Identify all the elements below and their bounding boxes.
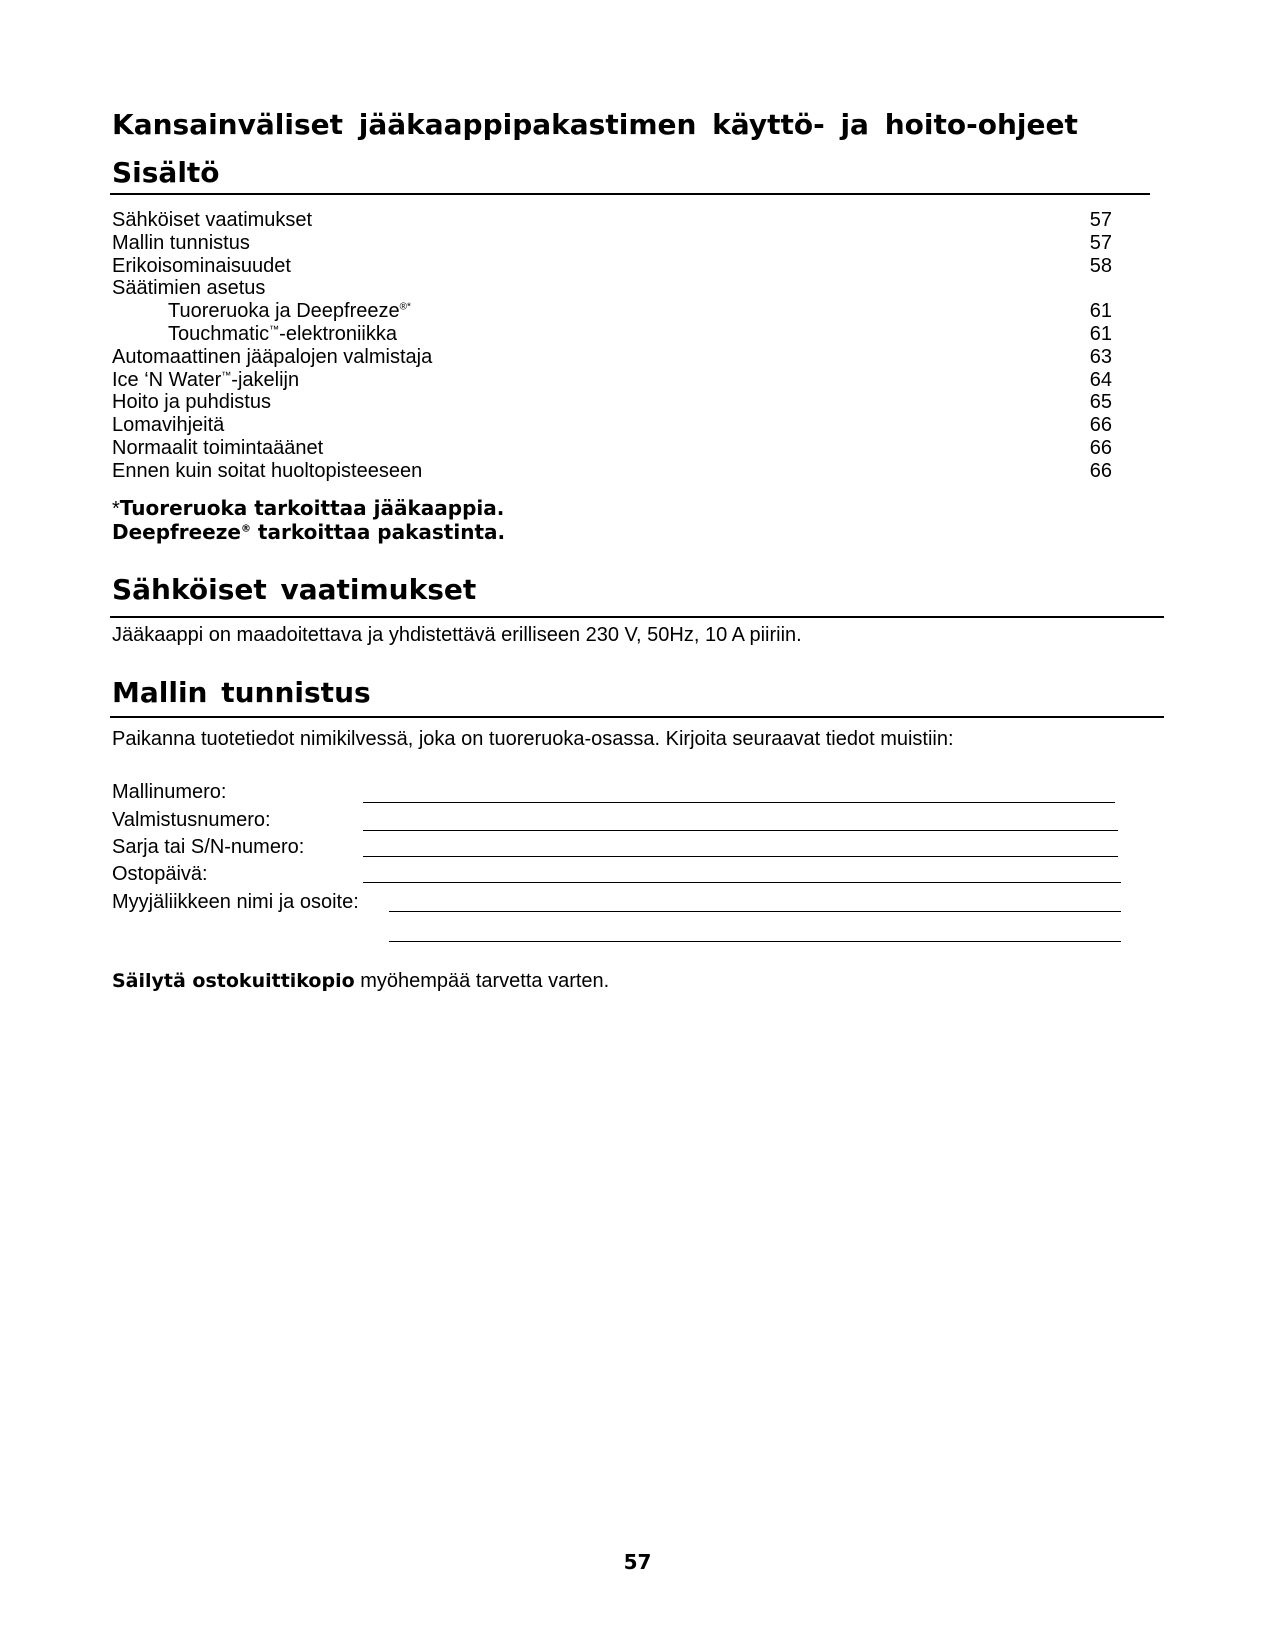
- toc-item-page: 66: [1089, 414, 1112, 437]
- model-number-label: Mallinumero:: [112, 781, 227, 803]
- toc-item-page: 57: [1089, 231, 1112, 254]
- toc-item-page: 63: [1089, 345, 1112, 368]
- page-number: 57: [623, 1550, 652, 1574]
- trademark-mark: ™: [269, 324, 280, 336]
- toc-item-label: Lomavihjeitä: [112, 414, 225, 437]
- toc-item-label: Sähköiset vaatimukset: [112, 209, 313, 231]
- keep-receipt-text: [112, 970, 609, 993]
- toc-item-label: [168, 323, 397, 346]
- toc-item-label-text: Touchmatic: [168, 322, 270, 345]
- toc-item-label-text: Tuoreruoka ja Deepfreeze: [168, 300, 400, 323]
- trademark-mark: ™: [221, 369, 232, 381]
- purchase-date-line[interactable]: [363, 882, 1121, 883]
- toc-item[interactable]: [112, 460, 1112, 483]
- serial-number-label: Sarja tai S/N-numero:: [112, 836, 305, 858]
- toc-item[interactable]: [112, 232, 1112, 255]
- toc-item-page: 66: [1089, 459, 1112, 482]
- toc-item[interactable]: [112, 391, 1112, 414]
- toc-item-page: 61: [1089, 300, 1112, 323]
- table-of-contents: [112, 209, 1112, 483]
- note-asterisk: *: [112, 498, 120, 520]
- model-divider: [110, 716, 1164, 718]
- toc-item[interactable]: [112, 346, 1112, 369]
- toc-item-page: 66: [1089, 436, 1112, 459]
- electrical-text: Jääkaappi on maadoitettava ja yhdistettävä erilliseen 230 V, 50Hz, 10 A piiriin.: [112, 624, 802, 646]
- note-line-2-b: tarkoittaa pakastinta.: [250, 520, 506, 544]
- dealer-label: Myyjäliikkeen nimi ja osoite:: [112, 891, 359, 913]
- toc-item[interactable]: [112, 369, 1112, 392]
- toc-item-label: Säätimien asetus: [112, 277, 266, 300]
- toc-subitem[interactable]: [112, 323, 1112, 346]
- keep-receipt-bold: Säilytä ostokuittikopio: [112, 970, 355, 992]
- toc-item-label: Normaalit toimintaäänet: [112, 436, 324, 459]
- toc-item-label-text: Ice ‘N Water: [112, 368, 222, 391]
- contents-note: [112, 497, 505, 544]
- serial-number-line[interactable]: [363, 856, 1118, 857]
- dealer-line-1[interactable]: [389, 911, 1121, 912]
- manufacture-number-label: Valmistusnumero:: [112, 809, 271, 831]
- purchase-date-label: Ostopäivä:: [112, 863, 208, 885]
- dealer-line-2[interactable]: [389, 941, 1121, 942]
- note-line-1-text: Tuoreruoka tarkoittaa jääkaappia.: [119, 496, 505, 520]
- contents-heading: Sisältö: [112, 156, 220, 189]
- toc-item-page: 65: [1089, 391, 1112, 414]
- toc-item[interactable]: [112, 255, 1112, 278]
- note-line-2-a: Deepfreeze: [112, 520, 241, 544]
- toc-item-label-suffix: -elektroniikka: [279, 322, 397, 345]
- model-heading: Mallin tunnistus: [112, 676, 371, 709]
- contents-divider: [110, 193, 1150, 195]
- toc-item-page: 64: [1089, 368, 1112, 391]
- model-text: Paikanna tuotetiedot nimikilvessä, joka on tuoreruoka-osassa. Kirjoita seuraavat tiedot muistiin:: [112, 728, 954, 750]
- document-title: Kansainväliset jääkaappipakastimen käyttö- ja hoito-ohjeet: [112, 108, 1078, 141]
- toc-subitem[interactable]: [112, 300, 1112, 323]
- manufacture-number-line[interactable]: [363, 830, 1118, 831]
- toc-item[interactable]: [112, 414, 1112, 437]
- toc-item[interactable]: [112, 277, 1112, 300]
- toc-item-label: Ennen kuin soitat huoltopisteeseen: [112, 459, 423, 482]
- toc-item-page: 57: [1089, 209, 1112, 231]
- toc-item-label: Mallin tunnistus: [112, 231, 250, 254]
- registered-mark: ®*: [399, 301, 411, 313]
- model-number-line[interactable]: [363, 802, 1115, 803]
- toc-item-page: 61: [1089, 322, 1112, 345]
- toc-item-label: Erikoisominaisuudet: [112, 254, 291, 277]
- toc-item-label: [112, 369, 299, 392]
- note-line-2: [112, 521, 505, 544]
- note-line-1: [112, 497, 505, 521]
- toc-item[interactable]: [112, 209, 1112, 232]
- toc-item-label: [168, 300, 411, 323]
- toc-item[interactable]: [112, 437, 1112, 460]
- toc-item-label-suffix: -jakelijn: [231, 368, 300, 391]
- electrical-heading: Sähköiset vaatimukset: [112, 573, 477, 606]
- electrical-divider: [110, 616, 1164, 618]
- keep-receipt-rest: myöhempää tarvetta varten.: [354, 970, 610, 992]
- registered-mark: ®: [240, 523, 251, 535]
- toc-item-label: Automaattinen jääpalojen valmistaja: [112, 345, 433, 368]
- toc-item-page: 58: [1089, 254, 1112, 277]
- toc-item-label: Hoito ja puhdistus: [112, 391, 271, 414]
